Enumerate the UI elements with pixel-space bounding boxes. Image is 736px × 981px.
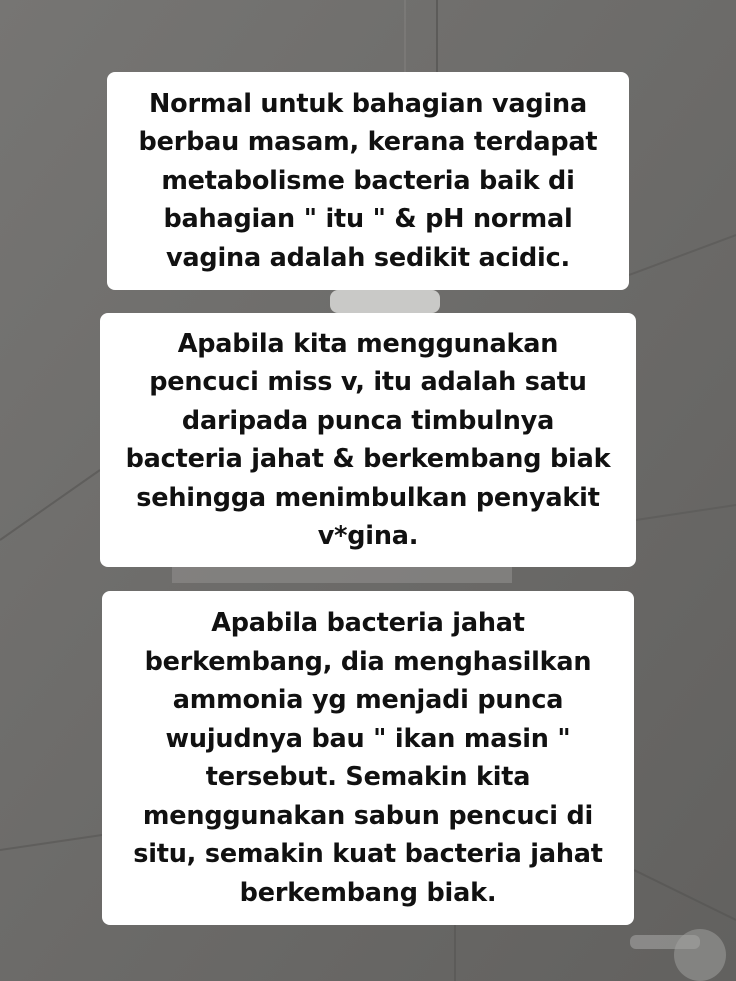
info-card-2 <box>100 313 636 567</box>
info-card-1 <box>107 72 629 290</box>
info-card-3-text: Apabila bacteria jahat berkembang, dia menghasilkan ammonia yg menjadi punca wujudnya bau " ikan masin " tersebut. Semakin kita menggunakan sabun pencuci di situ, semakin kuat bacteria jahat berkembang biak. <box>133 608 603 908</box>
info-card-2-text: Apabila kita menggunakan pencuci miss v, itu adalah satu daripada punca timbulnya bacteria jahat & berkembang biak sehingga menimbulkan penyakit v*gina. <box>125 328 611 551</box>
info-card-1-text: Normal untuk bahagian vagina berbau masam, kerana terdapat metabolisme bacteria baik di bahagian " itu " & pH normal vagina adalah sedikit acidic. <box>138 88 598 273</box>
info-card-3 <box>102 591 634 925</box>
